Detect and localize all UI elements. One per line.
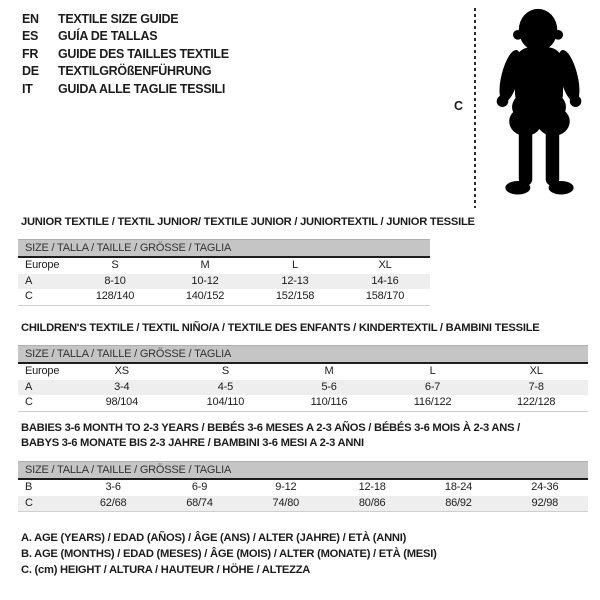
table-cell: 62/68 [99, 496, 127, 509]
table-cell: 7-8 [528, 380, 544, 393]
table-cell: L [429, 365, 436, 377]
table-row [18, 395, 588, 411]
babies-title-line1: BABIES 3-6 MONTH TO 2-3 YEARS / BEBÉS 3-6 MESES A 2-3 AÑOS / BÉBÉS 3-6 MOIS À 2-3 ANS / [21, 422, 521, 434]
language-label: TEXTILGRÖßENFÜHRUNG [58, 64, 212, 79]
table-row [18, 496, 588, 512]
table-cell: 4-5 [217, 380, 234, 393]
table-row [18, 274, 430, 290]
table-cell: 12-18 [358, 481, 386, 493]
row-label: B [25, 481, 33, 493]
language-row [22, 81, 229, 98]
footnotes [21, 531, 437, 578]
table-row [18, 364, 588, 380]
height-measure-label: C [454, 99, 464, 113]
table-cell: S [111, 259, 119, 271]
junior-size-table [18, 239, 430, 306]
table-cell: XL [529, 365, 543, 377]
table-cell: 92/98 [531, 496, 559, 509]
row-label: Europe [25, 365, 60, 377]
language-row [22, 46, 229, 63]
table-cell: 8-10 [104, 274, 126, 287]
language-row [22, 28, 229, 45]
row-label: C [25, 496, 33, 509]
table-row [18, 380, 588, 396]
table-cell: L [292, 259, 298, 271]
table-cell: 10-12 [191, 274, 219, 287]
footnote-b: B. AGE (MONTHS) / EDAD (MESES) / ÂGE (MOIS) / ALTER (MONATE) / ETÀ (MESI) [21, 547, 437, 560]
table-cell: 98/104 [105, 396, 139, 408]
footnote-c: C. (cm) HEIGHT / ALTURA / HAUTEUR / HÖHE / ALTEZZA [21, 563, 311, 576]
table-cell: 3-4 [114, 380, 130, 393]
row-label: C [25, 396, 33, 408]
language-list [22, 11, 229, 98]
table-cell: 6-9 [191, 481, 208, 493]
table-row [18, 258, 430, 274]
babies-table-title [21, 421, 520, 451]
table-cell: 12-13 [281, 274, 309, 287]
size-header-bar: SIZE / TALLA / TAILLE / GRÖSSE / TAGLIA [18, 239, 430, 258]
language-label: GUIDE DES TAILLES TEXTILE [58, 46, 229, 61]
table-cell: 116/122 [413, 396, 452, 408]
junior-table-title: JUNIOR TEXTILE / TEXTIL JUNIOR/ TEXTILE JUNIOR / JUNIORTEXTIL / JUNIOR TESSILE [21, 216, 475, 228]
table-cell: 140/152 [185, 290, 225, 302]
table-cell: 74/80 [272, 496, 300, 509]
height-dotted-line [474, 8, 476, 208]
language-code: IT [22, 81, 33, 96]
table-cell: XS [114, 365, 129, 377]
babies-size-table [18, 461, 588, 512]
table-cell: 18-24 [444, 481, 473, 493]
table-cell: 14-16 [371, 274, 399, 287]
language-label: GUIDA ALLE TAGLIE TESSILI [58, 81, 226, 96]
table-body [18, 480, 588, 512]
table-cell: 158/170 [365, 290, 405, 302]
row-label: Europe [25, 259, 60, 271]
table-cell: 9-12 [275, 481, 297, 493]
children-size-table [18, 345, 588, 412]
language-code: ES [22, 29, 39, 44]
table-cell: 104/110 [206, 396, 245, 408]
table-body [18, 258, 430, 306]
language-row [22, 63, 229, 80]
table-cell: 80/86 [358, 496, 386, 509]
table-cell: 24-36 [531, 481, 559, 493]
table-cell: 110/116 [310, 396, 348, 408]
table-row [18, 480, 588, 496]
table-row [18, 289, 430, 305]
table-cell: 5-6 [321, 380, 337, 393]
table-cell: 68/74 [186, 496, 213, 509]
babies-title-line2: BABYS 3-6 MONATE BIS 2-3 JAHRE / BAMBINI 3-6 MESI A 2-3 ANNI [21, 437, 364, 449]
language-code: FR [22, 46, 39, 61]
children-table-title: CHILDREN'S TEXTILE / TEXTIL NIÑO/A / TEXTILE DES ENFANTS / KINDERTEXTIL / BAMBINI TESSILE [21, 322, 540, 334]
language-code: DE [22, 64, 39, 79]
size-header-bar: SIZE / TALLA / TAILLE / GRÖSSE / TAGLIA [18, 461, 588, 480]
table-cell: 152/158 [275, 290, 315, 302]
table-cell: M [324, 365, 334, 377]
table-cell: 3-6 [105, 481, 121, 493]
footnote-a: A. AGE (YEARS) / EDAD (AÑOS) / ÂGE (ANS) / ALTER (JAHRE) / ETÀ (ANNI) [21, 532, 407, 544]
language-code: EN [22, 12, 39, 26]
baby-silhouette-icon [486, 5, 592, 207]
table-cell: M [200, 259, 210, 271]
table-cell: 122/128 [516, 396, 556, 408]
table-cell: 128/140 [95, 290, 135, 302]
language-label: GUÍA DE TALLAS [58, 29, 158, 44]
row-label: C [25, 290, 33, 302]
row-label: A [25, 274, 33, 287]
table-body [18, 364, 588, 412]
table-cell: XL [378, 259, 392, 271]
size-header-bar: SIZE / TALLA / TAILLE / GRÖSSE / TAGLIA [18, 345, 588, 364]
table-cell: 6-7 [424, 380, 441, 393]
measurement-figure [440, 0, 600, 215]
row-label: A [25, 380, 33, 393]
table-cell: 86/92 [445, 496, 472, 509]
language-label: TEXTILE SIZE GUIDE [58, 12, 179, 26]
language-row [22, 11, 229, 28]
table-cell: S [221, 365, 229, 377]
